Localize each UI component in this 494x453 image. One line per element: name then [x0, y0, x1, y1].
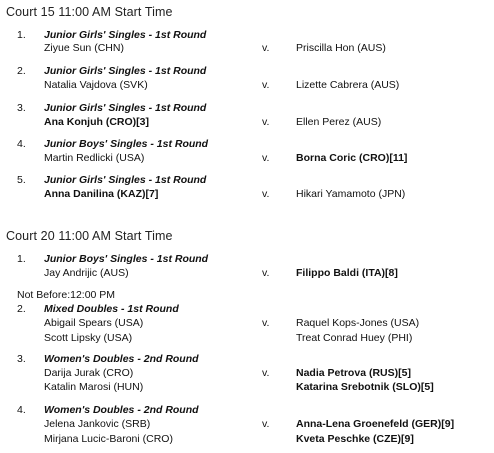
player-1: Ziyue Sun (CHN): [44, 42, 124, 54]
match-event: Women's Doubles - 2nd Round: [44, 404, 199, 416]
player-1-partner: Katalin Marosi (HUN): [44, 381, 144, 393]
match-event: Mixed Doubles - 1st Round: [44, 303, 179, 315]
player-1: Darija Jurak (CRO): [44, 367, 134, 379]
match-number: 3.: [17, 353, 26, 365]
versus-label: v.: [262, 418, 270, 430]
player-2-partner: Treat Conrad Huey (PHI): [296, 332, 413, 344]
player-1-partner: Mirjana Lucic-Baroni (CRO): [44, 433, 173, 445]
match-event: Junior Girls' Singles - 1st Round: [44, 65, 207, 77]
match-number: 1.: [17, 29, 26, 41]
player-2: Raquel Kops-Jones (USA): [296, 317, 420, 329]
player-1: Abigail Spears (USA): [44, 317, 144, 329]
player-2: Borna Coric (CRO)[11]: [296, 152, 408, 164]
player-2: Priscilla Hon (AUS): [296, 42, 386, 54]
match-event: Junior Girls' Singles - 1st Round: [44, 174, 207, 186]
match-number: 5.: [17, 174, 26, 186]
match-event: Junior Girls' Singles - 1st Round: [44, 29, 207, 41]
player-2: Ellen Perez (AUS): [296, 116, 382, 128]
player-2: Hikari Yamamoto (JPN): [296, 188, 406, 200]
court-20-title: Court 20 11:00 AM Start Time: [6, 229, 173, 243]
match-event: Junior Boys' Singles - 1st Round: [44, 253, 209, 265]
player-1: Ana Konjuh (CRO)[3]: [44, 116, 149, 128]
match-number: 1.: [17, 253, 26, 265]
player-1-partner: Scott Lipsky (USA): [44, 332, 133, 344]
versus-label: v.: [262, 267, 270, 279]
versus-label: v.: [262, 152, 270, 164]
match-event: Women's Doubles - 2nd Round: [44, 353, 199, 365]
player-2: Nadia Petrova (RUS)[5]: [296, 367, 411, 379]
court-15-title: Court 15 11:00 AM Start Time: [6, 5, 173, 19]
versus-label: v.: [262, 116, 270, 128]
player-1: Jelena Jankovic (SRB): [44, 418, 151, 430]
versus-label: v.: [262, 79, 270, 91]
match-number: 2.: [17, 303, 26, 315]
player-1: Martin Redlicki (USA): [44, 152, 145, 164]
player-2: Anna-Lena Groenefeld (GER)[9]: [296, 418, 455, 430]
not-before-note: Not Before:12:00 PM: [17, 289, 116, 301]
player-2: Lizette Cabrera (AUS): [296, 79, 400, 91]
match-number: 4.: [17, 404, 26, 416]
player-2: Filippo Baldi (ITA)[8]: [296, 267, 398, 279]
match-event: Junior Girls' Singles - 1st Round: [44, 102, 207, 114]
player-2-partner: Kveta Peschke (CZE)[9]: [296, 433, 414, 445]
versus-label: v.: [262, 317, 270, 329]
versus-label: v.: [262, 42, 270, 54]
match-number: 3.: [17, 102, 26, 114]
player-1: Jay Andrijic (AUS): [44, 267, 129, 279]
player-2-partner: Katarina Srebotnik (SLO)[5]: [296, 381, 434, 393]
player-1: Natalia Vajdova (SVK): [44, 79, 148, 91]
versus-label: v.: [262, 367, 270, 379]
match-number: 4.: [17, 138, 26, 150]
match-number: 2.: [17, 65, 26, 77]
player-1: Anna Danilina (KAZ)[7]: [44, 188, 159, 200]
match-event: Junior Boys' Singles - 1st Round: [44, 138, 209, 150]
versus-label: v.: [262, 188, 270, 200]
